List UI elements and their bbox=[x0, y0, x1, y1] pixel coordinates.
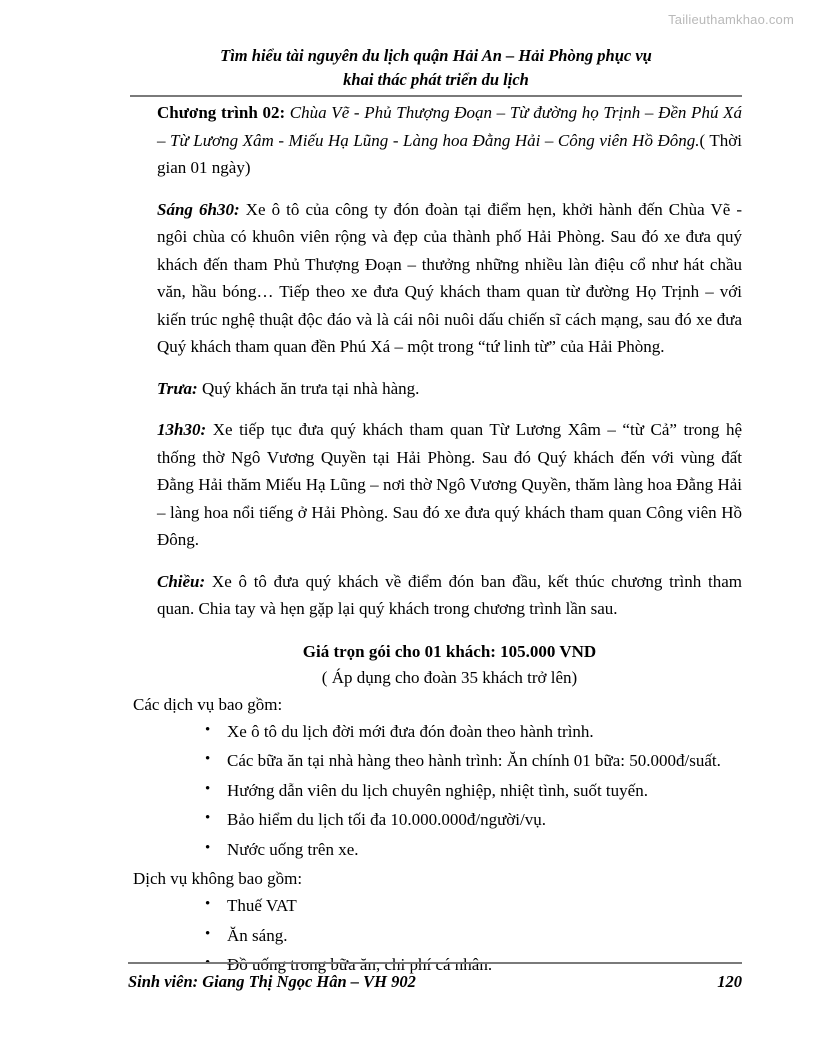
running-header-line-1: Tìm hiểu tài nguyên du lịch quận Hải An – Hải Phòng phục vụ bbox=[220, 46, 652, 65]
segment-text: Quý khách ăn trưa tại nhà hàng. bbox=[197, 378, 420, 398]
spacer bbox=[157, 402, 742, 416]
package-price: Giá trọn gói cho 01 khách: 105.000 VND bbox=[302, 641, 597, 661]
program-label: Chương trình 02: bbox=[157, 103, 286, 122]
student-name: Sinh viên: Giang Thị Ngọc Hân – VH 902 bbox=[128, 972, 416, 991]
footer-divider bbox=[128, 962, 742, 964]
segment-time-label: Trưa: bbox=[157, 378, 198, 398]
list-item: • Thuế VAT bbox=[205, 892, 742, 920]
segment-text: Xe ô tô đưa quý khách về điểm đón ban đầu, kết thúc chương trình tham quan. Chia tay và hẹn gặp lại quý khách trong chương trình lần sau. bbox=[157, 571, 742, 618]
site-watermark: Tailieuthamkhao.com bbox=[668, 12, 794, 27]
itinerary-segment-afternoon bbox=[157, 416, 742, 554]
itinerary-segment-evening bbox=[157, 568, 742, 623]
excluded-heading: Dịch vụ không bao gồm: bbox=[133, 869, 303, 888]
list-item: • Nước uống trên xe. bbox=[205, 836, 742, 864]
segment-time-label: Chiều: bbox=[157, 571, 206, 591]
list-item: • Các bữa ăn tại nhà hàng theo hành trình: Ăn chính 01 bữa: 50.000đ/suất. bbox=[205, 747, 742, 775]
running-header-line-2: khai thác phát triển du lịch bbox=[343, 70, 529, 89]
running-footer bbox=[128, 972, 742, 992]
running-header bbox=[130, 44, 742, 92]
segment-text: Xe tiếp tục đưa quý khách tham quan Từ Lương Xâm – “từ Cả” trong hệ thống thờ Ngô Vương Quyền tại Hải Phòng. Sau đó Quý khách đến với vùng đất Đằng Hải thăm Miếu Hạ Lũng – nơi thờ Ngô Vương Quyền, thăm làng hoa Đằng Hải – làng hoa nổi tiếng ở Hải Phòng. Sau đó xe đưa quý khách tham quan Công viên Hồ Đông. bbox=[157, 420, 742, 549]
package-price-note: ( Áp dụng cho đoàn 35 khách trở lên) bbox=[321, 667, 578, 687]
included-heading: Các dịch vụ bao gồm: bbox=[133, 694, 283, 714]
list-item: • Bảo hiểm du lịch tối đa 10.000.000đ/người/vụ. bbox=[205, 806, 742, 834]
itinerary-segment-noon bbox=[157, 375, 742, 403]
price-block bbox=[157, 639, 742, 691]
spacer bbox=[157, 361, 742, 375]
program-title bbox=[157, 99, 742, 182]
program-route: Chùa Vẽ - Phủ Thượng Đoạn – Từ đường họ Trịnh – Đền Phú Xá – Từ Lương Xâm - Miếu Hạ Lũng - Làng hoa Đằng Hải – Công viên Hồ Đông. bbox=[157, 103, 742, 150]
excluded-services-list bbox=[157, 892, 742, 979]
spacer bbox=[157, 554, 742, 568]
list-item: • Xe ô tô du lịch đời mới đưa đón đoàn theo hành trình. bbox=[205, 718, 742, 746]
segment-time-label: Sáng 6h30: bbox=[157, 199, 240, 219]
program-duration: ( Thời gian 01 ngày) bbox=[157, 130, 743, 177]
included-services-list bbox=[157, 718, 742, 864]
spacer bbox=[157, 182, 742, 196]
list-item: • Hướng dẫn viên du lịch chuyên nghiệp, nhiệt tình, suốt tuyến. bbox=[205, 777, 742, 805]
document-body bbox=[133, 99, 743, 981]
segment-text: Xe ô tô của công ty đón đoàn tại điểm hẹn, khởi hành đến Chùa Vẽ - ngôi chùa có khuôn viên rộng và đẹp của thành phố Hải Phòng. Sau đó xe đưa quý khách đến tham Phủ Thượng Đoạn – thưởng những nhiều làn điệu cổ như hát chầu văn, hầu bóng… Tiếp theo xe đưa Quý khách tham quan từ đường Họ Trịnh – với kiến trúc nghệ thuật độc đáo và là cái nôi nuôi dấu chiến sĩ cách mạng, sau đó xe đưa Quý khách tham quan đền Phú Xá – một trong “tứ linh từ” của Hải Phòng. bbox=[157, 199, 743, 356]
header-divider bbox=[130, 95, 742, 97]
page-number: 120 bbox=[717, 972, 742, 991]
list-item: • Đồ uống trong bữa ăn, chi phí cá nhân. bbox=[205, 951, 742, 979]
itinerary-segment-morning bbox=[157, 196, 742, 361]
list-item: • Ăn sáng. bbox=[205, 922, 742, 950]
segment-time-label: 13h30: bbox=[157, 420, 207, 439]
